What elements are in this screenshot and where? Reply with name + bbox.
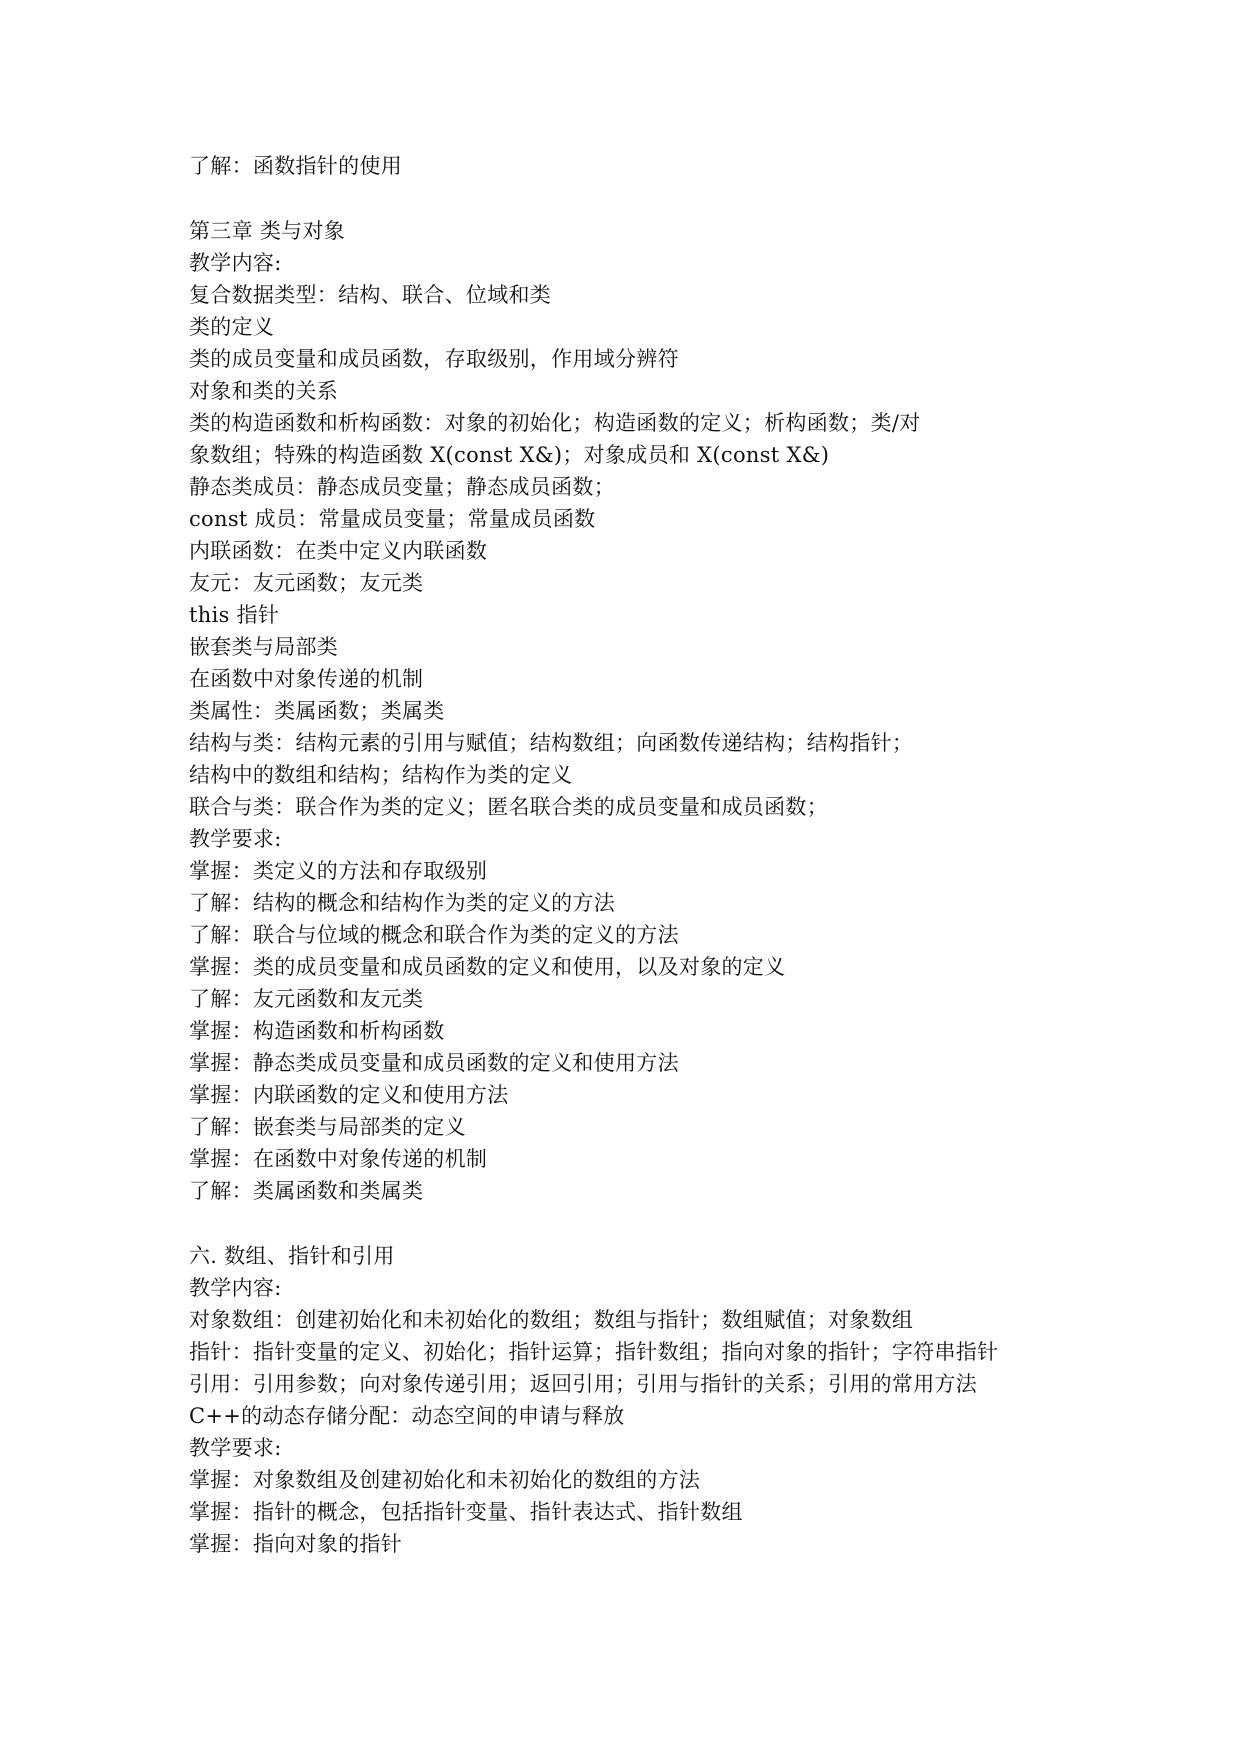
text-line: 引用：引用参数；向对象传递引用；返回引用；引用与指针的关系；引用的常用方法 (189, 1372, 978, 1396)
text-line: 掌握：构造函数和析构函数 (189, 1019, 445, 1043)
section-label: 教学要求: (189, 1436, 282, 1460)
text-line: 了解：友元函数和友元类 (189, 987, 424, 1011)
text-line: const 成员：常量成员变量；常量成员函数 (189, 507, 596, 531)
text-line: 类的构造函数和析构函数：对象的初始化；构造函数的定义；析构函数；类/对 (189, 411, 921, 435)
section-label: 教学内容: (189, 1276, 282, 1300)
text-line: 友元：友元函数；友元类 (189, 571, 424, 595)
text-line: 了解：类属函数和类属类 (189, 1179, 424, 1203)
text-line: 掌握：指针的概念，包括指针变量、指针表达式、指针数组 (189, 1500, 743, 1524)
section-label: 教学内容: (189, 251, 282, 275)
text-line: 类的成员变量和成员函数，存取级别，作用域分辨符 (189, 347, 679, 371)
text-line: 掌握：指向对象的指针 (189, 1532, 402, 1556)
text-line: 静态类成员：静态成员变量；静态成员函数； (189, 475, 615, 499)
section-label: 教学要求: (189, 827, 282, 851)
text-line: 了解：函数指针的使用 (189, 154, 402, 178)
text-line: 掌握：在函数中对象传递的机制 (189, 1147, 488, 1171)
text-line: 结构中的数组和结构；结构作为类的定义 (189, 763, 573, 787)
text-line: 了解：嵌套类与局部类的定义 (189, 1115, 466, 1139)
text-line: 掌握：对象数组及创建初始化和未初始化的数组的方法 (189, 1468, 701, 1492)
text-line: 掌握：类的成员变量和成员函数的定义和使用，以及对象的定义 (189, 955, 786, 979)
text-line: 指针：指针变量的定义、初始化；指针运算；指针数组；指向对象的指针；字符串指针 (189, 1340, 999, 1364)
text-line: 掌握：内联函数的定义和使用方法 (189, 1083, 509, 1107)
text-line: C++的动态存储分配：动态空间的申请与释放 (189, 1404, 625, 1428)
text-line: 类的定义 (189, 315, 275, 339)
text-line: 结构与类：结构元素的引用与赋值；结构数组；向函数传递结构；结构指针； (189, 731, 914, 755)
text-line: 类属性：类属函数；类属类 (189, 699, 445, 723)
text-line: this 指针 (189, 603, 280, 627)
chapter-heading: 第三章 类与对象 (189, 219, 346, 243)
text-line: 掌握：类定义的方法和存取级别 (189, 859, 488, 883)
text-line: 对象和类的关系 (189, 379, 339, 403)
text-line: 了解：联合与位域的概念和联合作为类的定义的方法 (189, 923, 679, 947)
text-line: 象数组；特殊的构造函数 X(const X&)；对象成员和 X(const X&) (189, 443, 830, 467)
chapter-heading: 六. 数组、指针和引用 (189, 1244, 395, 1268)
text-line: 联合与类：联合作为类的定义；匿名联合类的成员变量和成员函数； (189, 795, 828, 819)
text-line: 了解：结构的概念和结构作为类的定义的方法 (189, 891, 615, 915)
text-line: 内联函数：在类中定义内联函数 (189, 539, 488, 563)
text-line: 对象数组：创建初始化和未初始化的数组；数组与指针；数组赋值；对象数组 (189, 1308, 914, 1332)
text-line: 掌握：静态类成员变量和成员函数的定义和使用方法 (189, 1051, 679, 1075)
text-line: 嵌套类与局部类 (189, 635, 339, 659)
text-line: 在函数中对象传递的机制 (189, 667, 424, 691)
text-line: 复合数据类型：结构、联合、位域和类 (189, 283, 552, 307)
